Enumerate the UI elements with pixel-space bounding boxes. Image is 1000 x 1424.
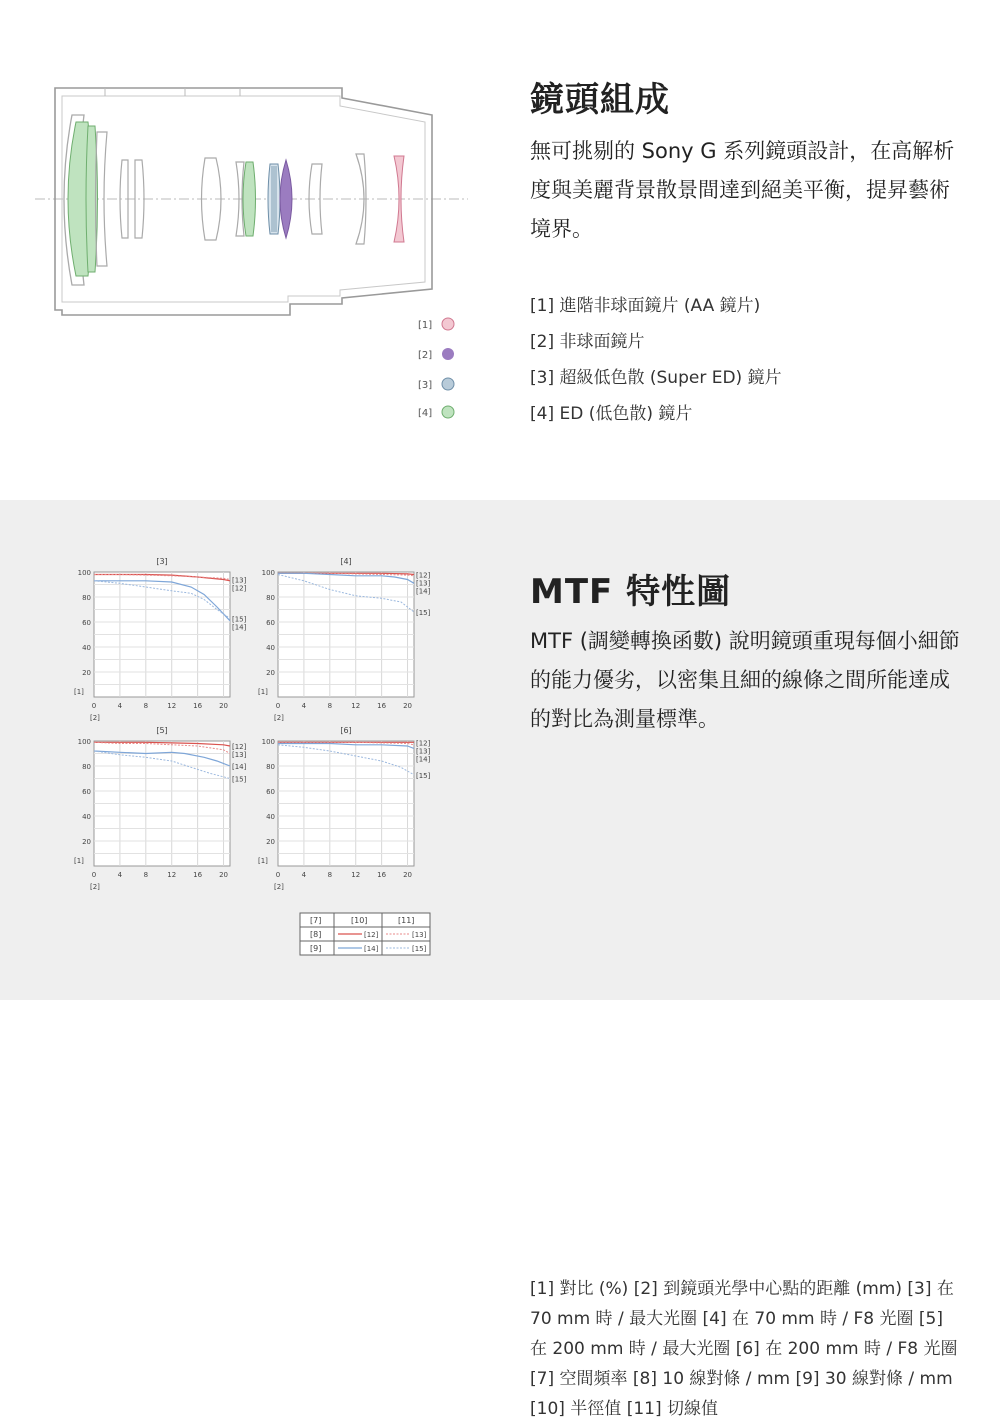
chart-1-x-tick: 12	[351, 702, 361, 710]
chart-3-ylabel: [1]	[258, 857, 268, 865]
chart-0-x-tick: 20	[219, 702, 228, 710]
chart-1-xlabel: [2]	[274, 714, 284, 722]
lens-element-ed-3	[243, 162, 256, 236]
chart-3-x-tick: 0	[275, 871, 281, 879]
chart-1-y-tick: 60	[266, 619, 275, 627]
legend-item-aspherical: [2] 非球面鏡片	[530, 332, 645, 352]
chart-1-x-tick: 0	[275, 702, 281, 710]
chart-0-x-tick: 8	[143, 702, 149, 710]
chart-2-y-tick: 60	[82, 788, 91, 796]
legend-item-aa: [1] 進階非球面鏡片 (AA 鏡片)	[530, 296, 761, 316]
super-ed-swatch	[442, 378, 454, 390]
chart-3-title: [6]	[340, 726, 352, 735]
chart-0-x-tick: 16	[193, 702, 203, 710]
chart-2-x-tick: 0	[91, 871, 97, 879]
chart-1-x-tick: 8	[327, 702, 333, 710]
chart-2-xlabel: [2]	[90, 883, 100, 891]
mtf-key-table	[298, 910, 438, 960]
chart-2-y-tick: 20	[82, 838, 91, 846]
chart-1-series-label: [13]	[416, 579, 431, 588]
ed-swatch	[442, 406, 454, 418]
chart-1-title: [4]	[340, 557, 352, 566]
legend-item-super-ed: [3] 超級低色散 (Super ED) 鏡片	[530, 368, 782, 388]
key-s14: [14]	[364, 945, 379, 953]
chart-1-y-tick: 40	[266, 644, 275, 652]
key-s13: [13]	[412, 931, 427, 939]
legend-marker-1: [1]	[418, 320, 433, 331]
legend-marker-3: [3]	[418, 380, 433, 391]
chart-0-series-label: [12]	[232, 584, 247, 593]
chart-3-series-label: [15]	[416, 771, 431, 780]
chart-0-x-tick: 4	[117, 702, 123, 710]
key-sagittal: [10]	[351, 916, 368, 925]
chart-0-x-tick: 12	[167, 702, 177, 710]
chart-0-series-label: [14]	[232, 623, 247, 632]
chart-2-series-label: [15]	[232, 775, 247, 784]
mtf-notes: [1] 對比 (%) [2] 到鏡頭光學中心點的距離 (mm) [3] 在 70 mm 時 / 最大光圈 [4] 在 70 mm 時 / F8 光圈 [5] 在 200 mm 時 / 最大光圈 [6] 在 200 mm 時 / F8 光圈 [7] 空間頻率 [8] 10 線對條 / mm [9] 30 線對條 / mm [10] 半徑值 [11] 切線值	[530, 1279, 958, 1419]
key-10lp: [8]	[310, 930, 322, 939]
chart-3-series-label: [12]	[416, 739, 431, 748]
chart-0-series-label: [15]	[232, 615, 247, 624]
chart-2-series-label: [13]	[232, 751, 247, 759]
legend-marker-2: [2]	[418, 350, 433, 361]
chart-1-series-label: [14]	[416, 587, 431, 596]
chart-2-x-tick: 8	[143, 871, 149, 879]
mtf-section	[0, 500, 1000, 1419]
chart-1-x-tick: 4	[301, 702, 307, 710]
chart-3-y-tick: 80	[266, 763, 275, 771]
chart-0-xlabel: [2]	[90, 714, 100, 722]
legend-marker-4: [4]	[418, 408, 433, 419]
lens-title: 鏡頭組成	[530, 80, 670, 120]
chart-2-y-tick: 80	[82, 763, 91, 771]
chart-0-series-label: [13]	[232, 576, 247, 585]
chart-2-y-tick: 100	[77, 738, 91, 746]
chart-0-y-tick: 80	[82, 594, 91, 602]
chart-0-y-tick: 40	[82, 644, 91, 652]
chart-2-series-label: [12]	[232, 743, 247, 751]
chart-2-y-tick: 40	[82, 813, 91, 821]
chart-0-title: [3]	[156, 557, 168, 566]
chart-3-y-tick: 60	[266, 788, 275, 796]
chart-0-y-tick: 100	[77, 569, 91, 577]
mtf-title: MTF 特性圖	[530, 572, 732, 612]
chart-1-x-tick: 16	[377, 702, 387, 710]
key-30lp: [9]	[310, 944, 322, 953]
chart-3-x-tick: 16	[377, 871, 387, 879]
chart-1-x-tick: 20	[403, 702, 412, 710]
chart-0-x-tick: 0	[91, 702, 97, 710]
chart-3-x-tick: 20	[403, 871, 412, 879]
chart-0-ylabel: [1]	[74, 688, 84, 696]
mtf-charts	[0, 500, 470, 980]
chart-2-x-tick: 20	[219, 871, 228, 879]
chart-2-x-tick: 4	[117, 871, 123, 879]
chart-3-y-tick: 40	[266, 813, 275, 821]
chart-2-series-label: [14]	[232, 763, 247, 771]
chart-1-y-tick: 80	[266, 594, 275, 602]
chart-2-x-tick: 12	[167, 871, 177, 879]
chart-0-y-tick: 20	[82, 669, 91, 677]
aspherical-swatch	[442, 348, 454, 360]
chart-3-series-label: [13]	[416, 747, 431, 756]
chart-3-x-tick: 4	[301, 871, 307, 879]
chart-1-ylabel: [1]	[258, 688, 268, 696]
key-spatial-freq: [7]	[310, 916, 322, 925]
chart-0-y-tick: 60	[82, 619, 91, 627]
chart-3-x-tick: 12	[351, 871, 361, 879]
chart-1-y-tick: 20	[266, 669, 275, 677]
chart-2-title: [5]	[156, 726, 168, 735]
key-meridional: [11]	[398, 916, 415, 925]
lens-section	[0, 0, 1000, 500]
mtf-description: MTF (調變轉換函數) 說明鏡頭重現每個小細節的能力優劣，以密集且細的線條之間所能達成的對比為測量標準。	[530, 629, 960, 731]
lens-legend	[530, 288, 782, 432]
key-s12: [12]	[364, 931, 379, 939]
chart-3-y-tick: 20	[266, 838, 275, 846]
chart-1-y-tick: 100	[261, 569, 275, 577]
chart-3-x-tick: 8	[327, 871, 333, 879]
chart-3-xlabel: [2]	[274, 883, 284, 891]
lens-description: 無可挑剔的 Sony G 系列鏡頭設計，在高解析度與美麗背景散景間達到絕美平衡，提昇藝術境界。	[530, 139, 955, 241]
chart-2-ylabel: [1]	[74, 857, 84, 865]
lens-diagram	[0, 60, 480, 500]
chart-3-series-label: [14]	[416, 755, 431, 764]
chart-1-series-label: [15]	[416, 609, 431, 617]
key-s15: [15]	[412, 945, 427, 953]
legend-item-ed: [4] ED (低色散) 鏡片	[530, 404, 693, 424]
aa-lens-swatch	[442, 318, 454, 330]
chart-2-x-tick: 16	[193, 871, 203, 879]
lens-element-aspherical	[280, 160, 292, 238]
chart-3-y-tick: 100	[261, 738, 275, 746]
chart-1-series-label: [12]	[416, 571, 431, 580]
